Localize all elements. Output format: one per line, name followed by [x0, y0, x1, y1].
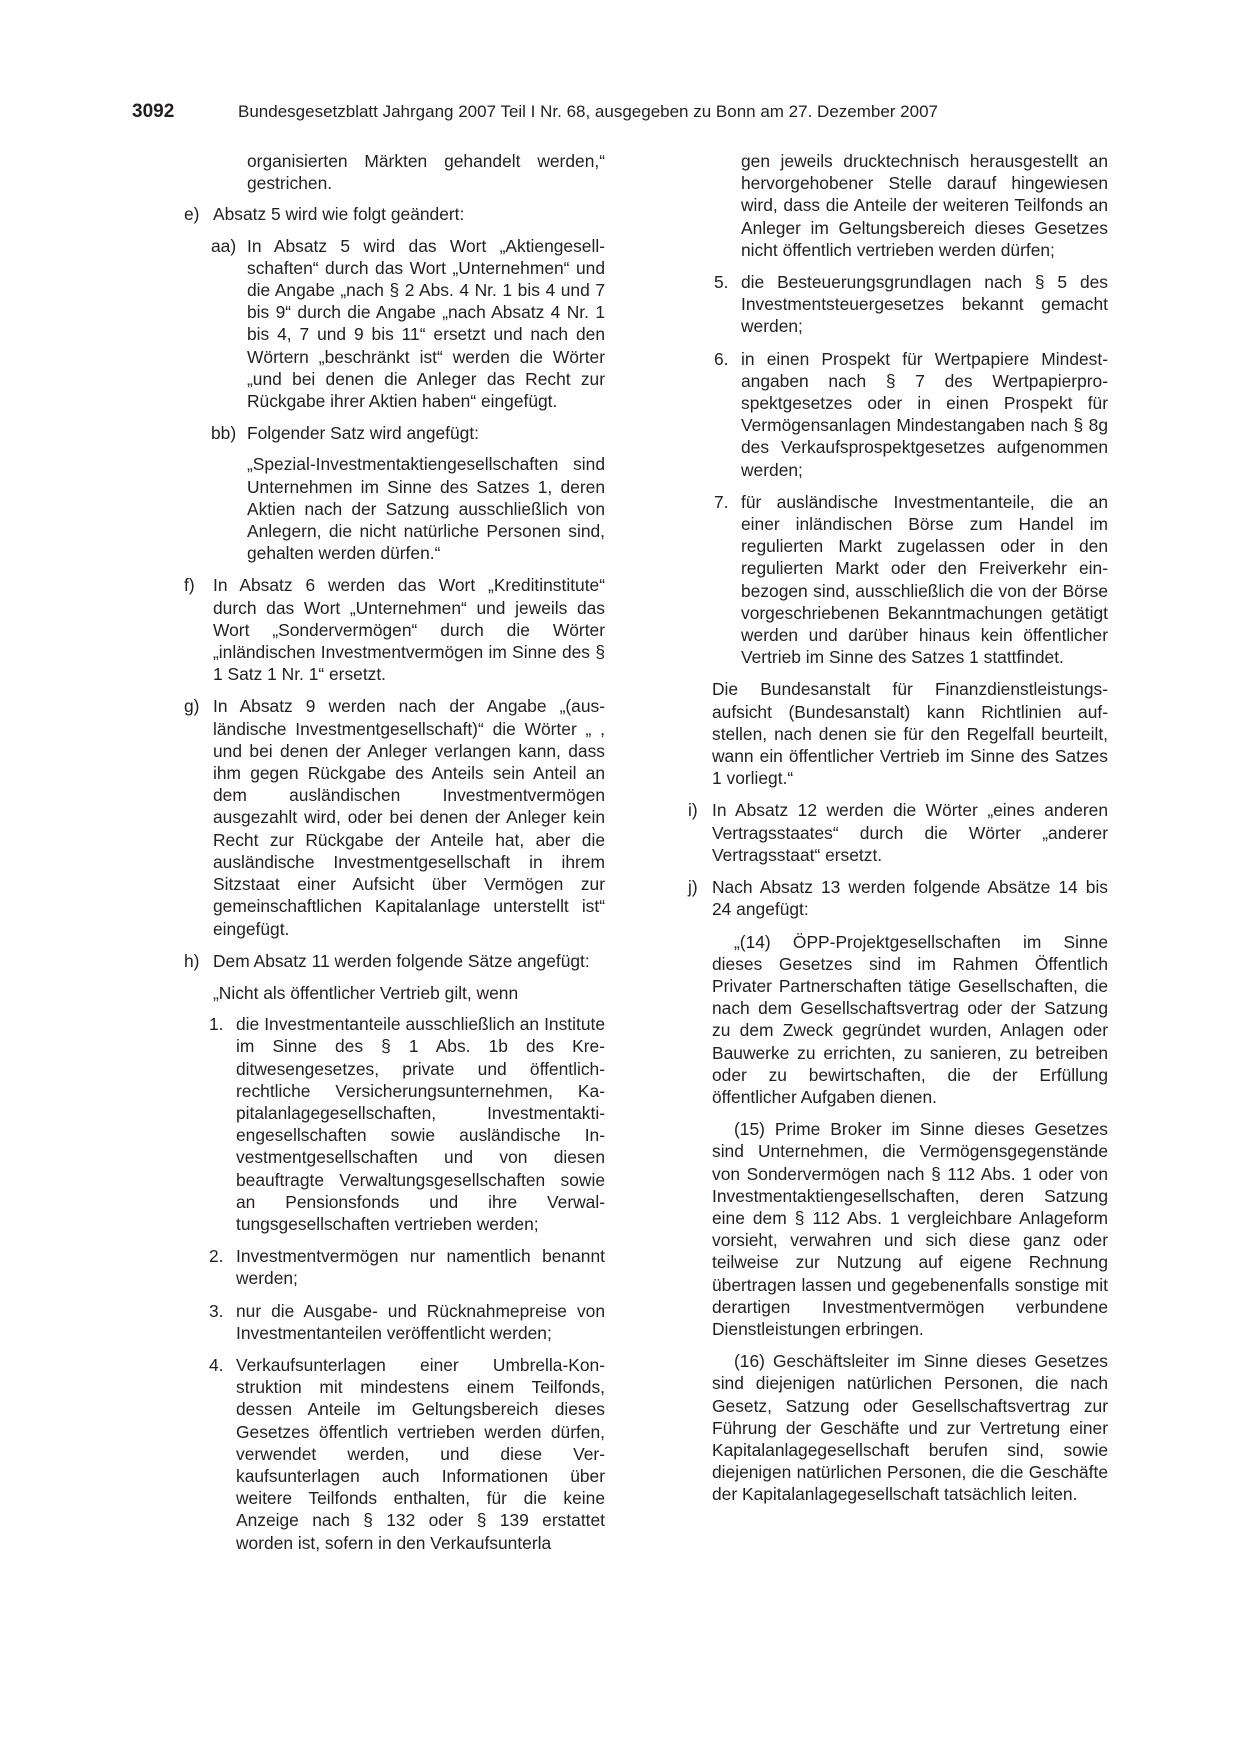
item-h	[185, 950, 605, 972]
left-column	[185, 150, 605, 1564]
item-text: in einen Prospekt für Wertpapiere Mindestangaben nach § 7 des Wertpapierprospektgesetzes oder in einen Prospekt für Vermögensanlagen Mindestangaben nach § 8g des Verkaufsprospektgesetzes aufgenommen werden;	[741, 348, 1108, 480]
item-label: i)	[688, 800, 698, 821]
item-label: g)	[184, 696, 200, 717]
numbered-item-3	[185, 1300, 605, 1344]
item-number: 6.	[714, 348, 729, 369]
closing-paragraph: Die Bundesanstalt für Finanzdienstleistungsaufsicht (Bundesanstalt) kann Richtlinien aufstellen, nach denen sie für den Regelfall beurteilt, wann ein öffentlicher Vertrieb im Sinne des Satzes 1 vorliegt.“	[712, 679, 1108, 789]
item-text: Nach Absatz 13 werden folgende Absätze 14 bis 24 angefügt:	[712, 877, 1108, 920]
subitem-label: aa)	[211, 235, 237, 256]
numbered-item-1	[185, 1013, 605, 1235]
item-number: 4.	[209, 1354, 224, 1375]
item-f	[185, 574, 605, 685]
item-label: h)	[184, 950, 200, 971]
continuation-text: organisierten Märkten gehandelt werden,“ gestrichen.	[247, 151, 605, 194]
item-number: 2.	[209, 1246, 224, 1267]
item-text: In Absatz 6 werden das Wort „Kreditinstitute“ durch das Wort „Unternehmen“ und jeweils das Wort „Sondervermögen“ durch die Wörter „inländischen Investmentvermögen im Sinne des § 1 Satz 1 Nr. 1“ ersetzt.	[213, 575, 605, 685]
numbered-item-2	[185, 1245, 605, 1289]
subitem-label: bb)	[211, 423, 237, 444]
numbered-item-7	[690, 491, 1108, 669]
item-text: In Absatz 9 werden nach der Angabe „(ausländische Investmentgesellschaft)“ die Wörter „ , und bei denen der Anleger verlangen kann, dass ihm gegen Rückgabe des Anteils sein Anteil an dem ausländischen Investmentvermögen ausgezahlt wird, oder bei denen der Anleger kein Recht zur Rückgabe der Anteile hat, aber die ausländische Investmentgesellschaft in ihrem Sitzstaat einer Aufsicht über Vermögen zur gemeinschaftlichen Kapitalanlage unterstellt ist“ eingefügt.	[213, 696, 605, 939]
paragraph-14: „(14) ÖPP-Projektgesellschaften im Sinne dieses Gesetzes sind im Rahmen Öffentlich Privater Partnerschaften tätige Gesellschaften, die nach dem Gesellschaftsvertrag oder der Satzung zu dem Zweck gegründet wurden, Anlagen oder Bauwerke zu errichten, zu sanieren, zu betreiben oder zu bewirtschaften, die der Erfüllung öffentlicher Aufgaben dienen.	[712, 931, 1108, 1107]
item-label: f)	[184, 575, 195, 596]
subitem-bb	[185, 422, 605, 444]
right-column	[690, 150, 1108, 1516]
item-text: Investmentvermögen nur namentlich benannt werden;	[236, 1246, 605, 1289]
quoted-sentence: „Spezial-Investmentaktiengesellschaften sind Unternehmen im Sinne des Satzes 1, deren Aktien nach der Satzung ausschließlich von Anlegern, die nicht natürliche Personen sind, gehalten werden dürfen.“	[247, 454, 605, 564]
item-number: 7.	[714, 491, 729, 512]
item-number: 5.	[714, 272, 729, 293]
item-g	[185, 695, 605, 939]
item-number: 3.	[209, 1300, 224, 1321]
subitem-aa	[185, 235, 605, 413]
item-label: e)	[184, 204, 200, 225]
item-text: Verkaufsunterlagen einer Umbrella-Konstruktion mit mindestens einem Teilfonds, dessen Anteile im Geltungsbereich dieses Gesetzes öffentlich vertrieben werden dürfen, verwendet werden, und diese Verkaufsunterlagen auch Informationen über weitere Teilfonds enthalten, für die keine Anzeige nach § 132 oder § 139 erstattet worden ist, sofern in den Verkaufsunterla	[236, 1354, 605, 1553]
quote-intro: „Nicht als öffentlicher Vertrieb gilt, wenn	[213, 982, 519, 1003]
item-label: j)	[688, 877, 698, 898]
continuation-text: gen jeweils drucktechnisch herausgestellt an hervorgehobener Stelle darauf hingewiesen wird, dass die Anteile der weiteren Teilfonds an Anleger im Geltungsbereich dieses Gesetzes nicht öffentlich vertrieben werden dürfen;	[741, 151, 1108, 260]
gazette-title: Bundesgesetzblatt Jahrgang 2007 Teil I Nr. 68, ausgegeben zu Bonn am 27. Dezember 2007	[238, 102, 938, 121]
item-text: Dem Absatz 11 werden folgende Sätze angefügt:	[213, 950, 590, 971]
numbered-item-6	[690, 348, 1108, 481]
item-e	[185, 203, 605, 225]
item-j	[690, 876, 1108, 920]
paragraph-15: (15) Prime Broker im Sinne dieses Gesetzes sind Unternehmen, die Vermögensgegenstände von Sondervermögen nach § 112 Abs. 1 oder von Investmentaktiengesellschaften, deren Satzung eine dem § 112 Abs. 1 vergleichbare Anlageform vorsieht, verwahren und sich diese ganz oder teilweise zur Nutzung auf eigene Rechnung übertragen lassen und gegebenenfalls sonstige mit derartigen Investmentvermögen verbundene Dienstleistungen erbringen.	[712, 1119, 1108, 1339]
page-number: 3092	[132, 101, 175, 122]
paragraph-16: (16) Geschäftsleiter im Sinne dieses Gesetzes sind diejenigen natürlichen Personen, die nach Gesetz, Satzung oder Gesellschaftsvertrag zur Führung der Geschäfte und zur Vertretung einer Kapitalanlagegesellschaft berufen sind, sowie diejenigen natürlichen Personen, die die Geschäfte der Kapitalanlagegesellschaft tatsächlich leiten.	[712, 1351, 1108, 1505]
item-text: die Besteuerungsgrundlagen nach § 5 des Investmentsteuergesetzes bekannt gemacht werden;	[741, 272, 1108, 337]
item-i	[690, 799, 1108, 866]
item-text: Absatz 5 wird wie folgt geändert:	[213, 204, 465, 225]
numbered-item-5	[690, 271, 1108, 338]
item-number: 1.	[209, 1014, 224, 1035]
item-text: In Absatz 12 werden die Wörter „eines anderen Vertragsstaates“ durch die Wörter „anderer Vertragsstaat“ ersetzt.	[712, 800, 1108, 865]
subitem-text: In Absatz 5 wird das Wort „Aktiengesellschaften“ durch das Wort „Unternehmen“ und die Angabe „nach § 2 Abs. 4 Nr. 1 bis 4 und 7 bis 9“ durch die Angabe „nach Absatz 4 Nr. 1 bis 4, 7 und 9 bis 11“ ersetzt und nach den Wörtern „beschränkt ist“ werden die Wörter „und bei denen die Anleger das Recht zur Rückgabe ihrer Aktien haben“ eingefügt.	[247, 235, 605, 412]
page-header	[132, 100, 1012, 130]
numbered-item-4	[185, 1354, 605, 1554]
item-text: nur die Ausgabe- und Rücknahmepreise von Investmentanteilen veröffentlicht werden;	[236, 1300, 605, 1343]
item-text: die Investmentanteile ausschließlich an Institute im Sinne des § 1 Abs. 1b des Kreditwesengesetzes, private und öffentlichrechtliche Versicherungsunternehmen, Kapitalanlagegesellschaften, Investmentaktiengesellschaften sowie ausländische Investmentgesellschaften und von diesen beauftragte Verwaltungsgesellschaften sowie an Pensionsfonds und ihre Verwaltungsgesellschaften vertrieben werden;	[236, 1014, 605, 1234]
item-text: für ausländische Investmentanteile, die an einer inländischen Börse zum Handel im regulierten Markt zugelassen oder in den regulierten Markt oder den Freiverkehr einbezogen sind, ausschließlich die von der Börse vorgeschriebenen Bekanntmachungen getätigt werden und darüber hinaus kein öffentlicher Vertrieb im Sinne des Satzes 1 stattfindet.	[741, 491, 1108, 668]
subitem-text: Folgender Satz wird angefügt:	[247, 423, 480, 444]
